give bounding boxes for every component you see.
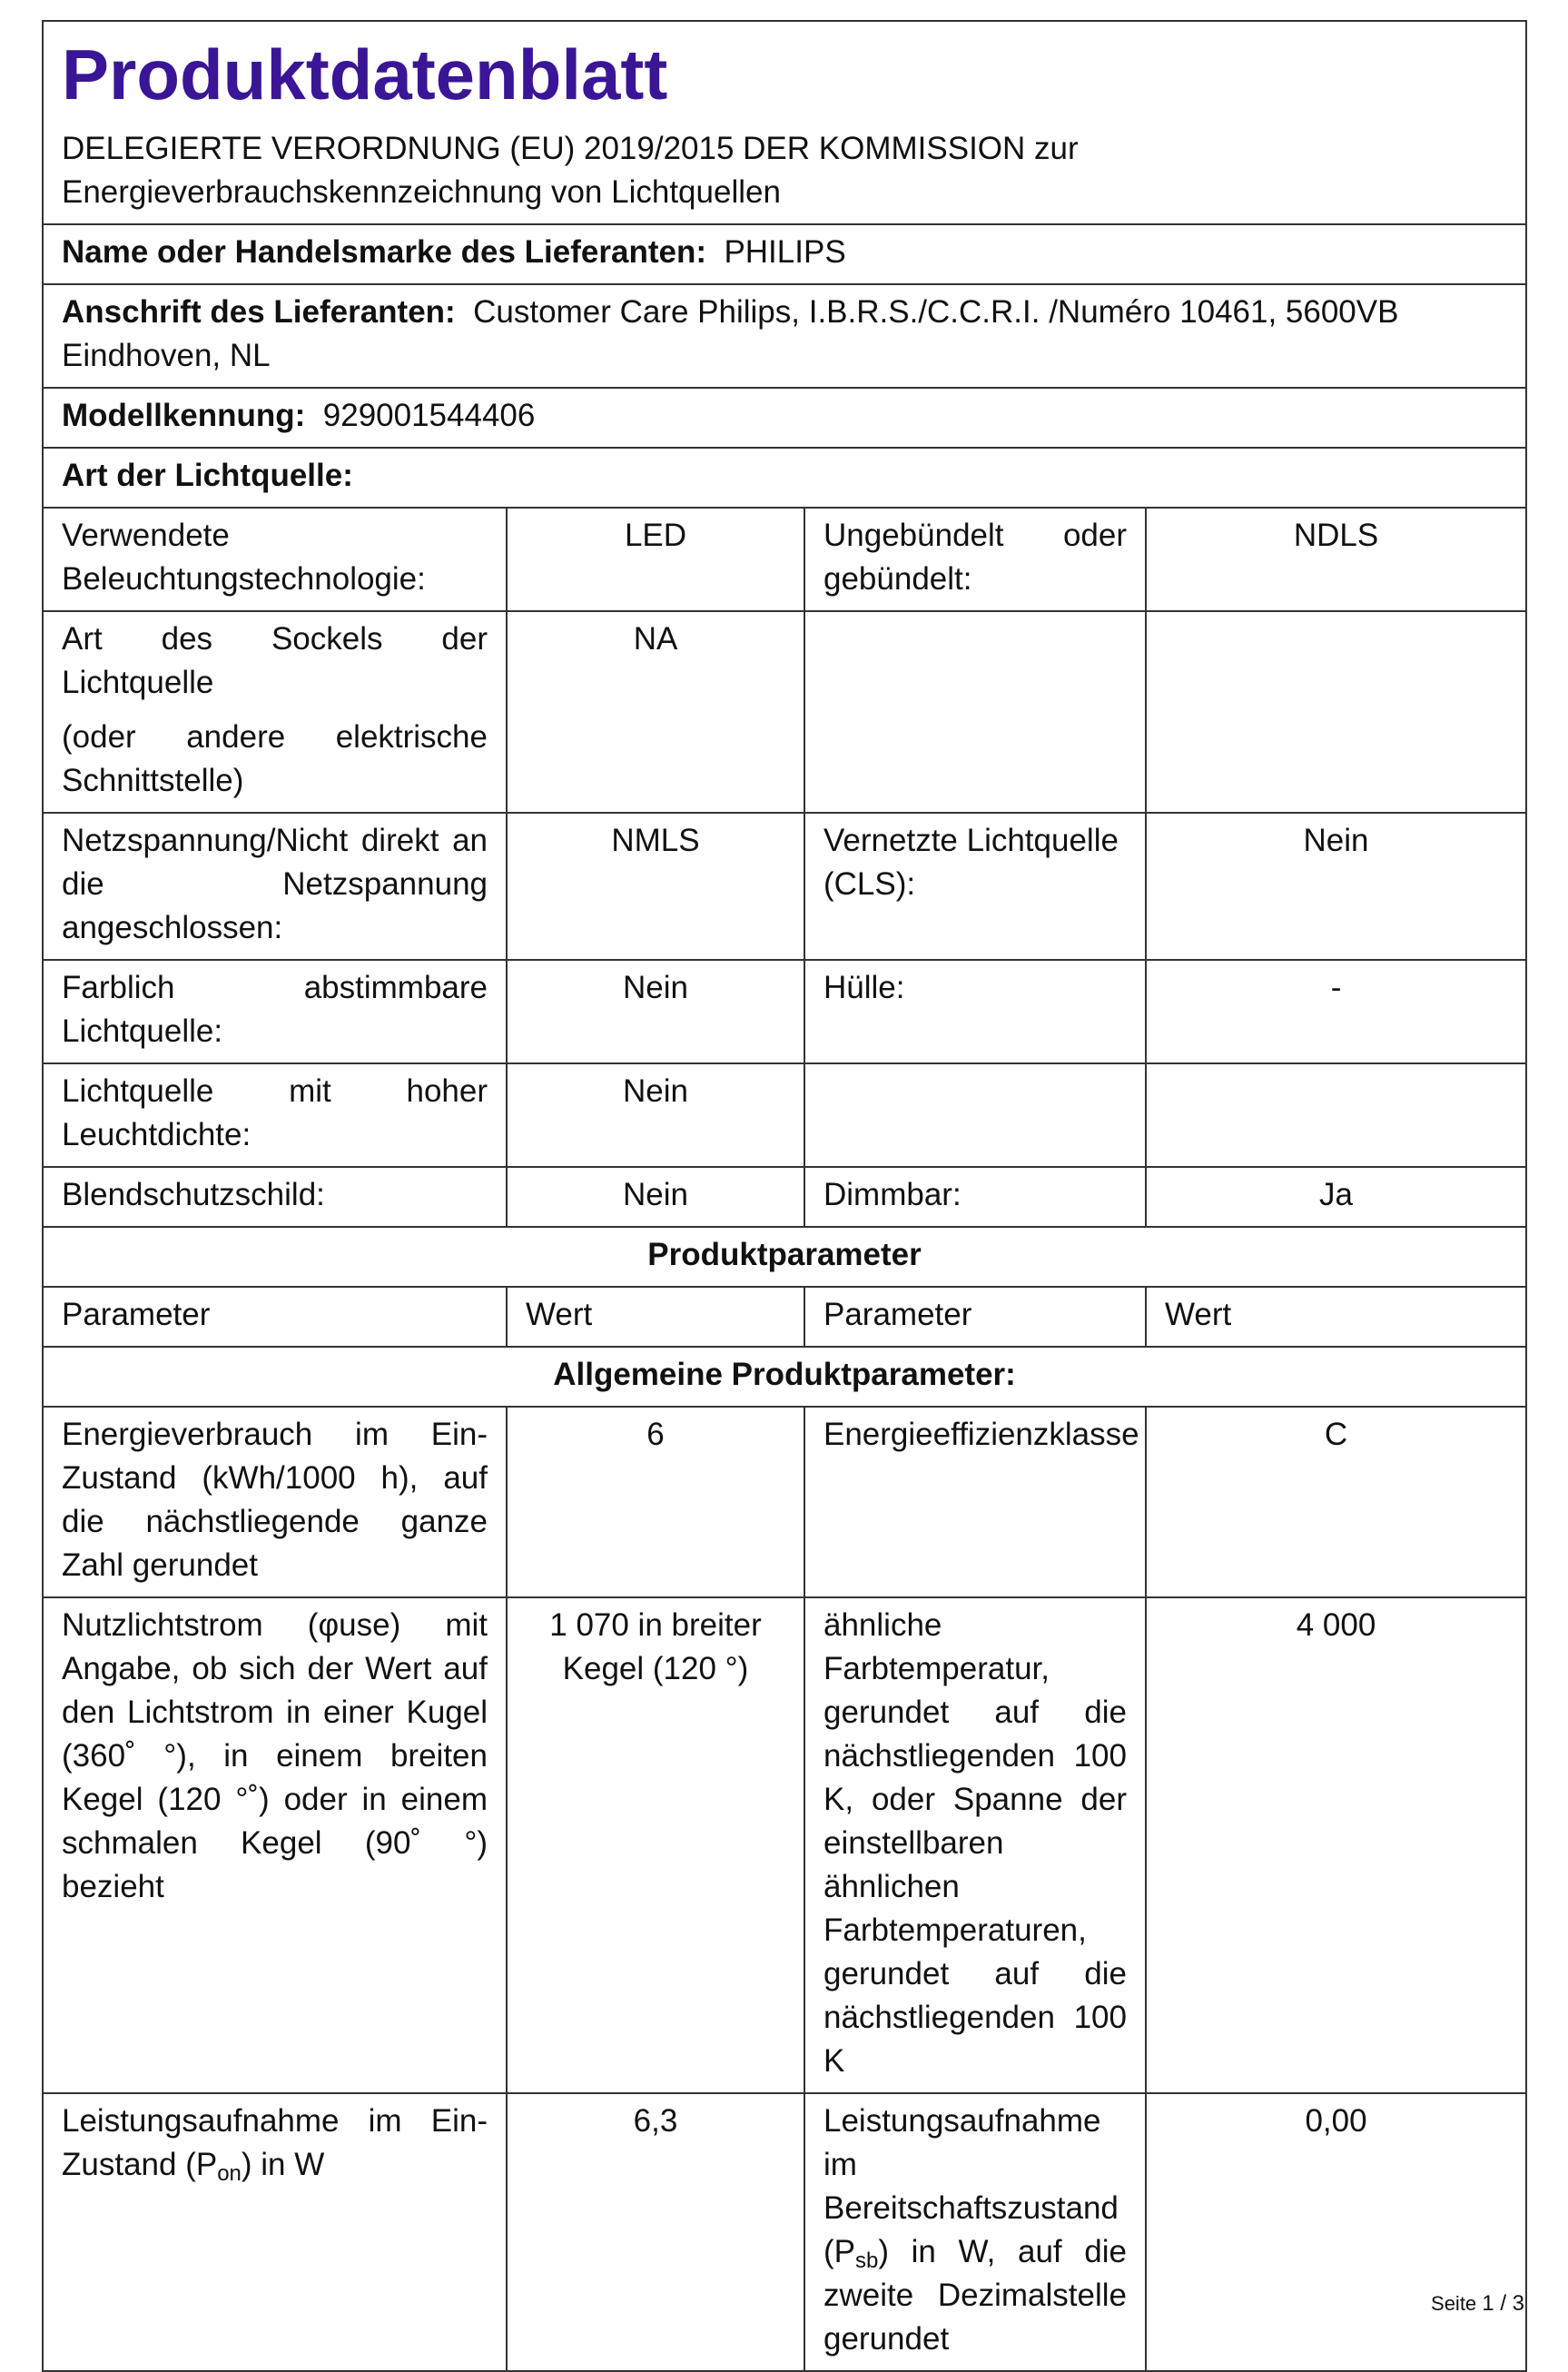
header-row (43, 21, 1526, 224)
regulation-subtitle: DELEGIERTE VERORDNUNG (EU) 2019/2015 DER KOMMISSION zur Energieverbrauchskennzeichnung von Lichtquellen (62, 131, 1079, 210)
table-row (43, 611, 1526, 813)
supplier-name-row (43, 224, 1526, 284)
column-header-value: Wert (507, 1287, 804, 1347)
empty-cell (1146, 611, 1526, 813)
light-source-type-label: Art der Lichtquelle: (62, 458, 353, 493)
section-row (43, 1347, 1526, 1407)
high-luminance-value: Nein (507, 1063, 804, 1167)
table-row (43, 813, 1526, 960)
on-mode-power-label-unit: ) in W (241, 2147, 325, 2182)
directional-label: Ungebündelt oder gebündelt: (804, 508, 1146, 611)
tech-label: Verwendete Beleuchtungstechnologie: (43, 508, 507, 611)
table-row (43, 1597, 1526, 2093)
on-mode-power-label (43, 2093, 507, 2371)
table-row (43, 1407, 1526, 1597)
envelope-label: Hülle: (804, 960, 1146, 1063)
general-params-title: Allgemeine Produktparameter: (43, 1347, 1526, 1407)
standby-power-value: 0,00 (1146, 2093, 1526, 2371)
table-row (43, 960, 1526, 1063)
model-row (43, 388, 1526, 448)
supplier-name-value: PHILIPS (724, 234, 846, 270)
supplier-name-label: Name oder Handelsmarke des Lieferanten: (62, 234, 706, 270)
header-cell (43, 21, 1526, 224)
energy-class-label: Energieeffizienzklasse (804, 1407, 1146, 1597)
column-header-value-2: Wert (1146, 1287, 1526, 1347)
standby-power-label (804, 2093, 1146, 2371)
on-mode-power-subscript: on (217, 2161, 242, 2186)
cap-label: Art des Sockels der Lichtquelle (62, 621, 488, 700)
envelope-value: - (1146, 960, 1526, 1063)
standby-power-label-text: Leistungsaufnahme im Bereitschaftszustand (P (823, 2103, 1119, 2269)
cap-label-cell (43, 611, 507, 813)
supplier-address-cell (43, 284, 1526, 388)
color-temperature-value: 4 000 (1146, 1597, 1526, 2093)
model-value: 929001544406 (322, 398, 536, 433)
datasheet-table (42, 20, 1527, 2372)
on-mode-power-label-text: Leistungsaufnahme im Ein-Zustand (P (62, 2103, 488, 2182)
dimmable-label: Dimmbar: (804, 1167, 1146, 1227)
section-row (43, 1227, 1526, 1287)
high-luminance-label: Lichtquelle mit hoher Leuchtdichte: (43, 1063, 507, 1167)
section-title: Produktparameter (43, 1227, 1526, 1287)
luminous-flux-value: 1 070 in breiter Kegel (120 °) (507, 1597, 804, 2093)
tech-value: LED (507, 508, 804, 611)
empty-cell (804, 611, 1146, 813)
page-footer (1431, 2291, 1524, 2317)
supplier-name-cell (43, 224, 1526, 284)
model-label: Modellkennung: (62, 398, 306, 433)
luminous-flux-label: Nutzlichtstrom (φuse) mit Angabe, ob sich der Wert auf den Lichtstrom in einer Kugel (360˚ °), in einem breiten Kegel (120 °˚) oder in einem schmalen Kegel (90˚ °) bezieht (43, 1597, 507, 2093)
mains-label: Netzspannung/Nicht direkt an die Netzspannung angeschlossen: (43, 813, 507, 960)
cap-value: NA (507, 611, 804, 813)
energy-consumption-value: 6 (507, 1407, 804, 1597)
energy-class-value: C (1146, 1407, 1526, 1597)
cls-value: Nein (1146, 813, 1526, 960)
standby-power-subscript: sb (855, 2248, 879, 2273)
table-row (43, 1167, 1526, 1227)
light-source-type-row (43, 448, 1526, 508)
table-row (43, 508, 1526, 611)
table-row (43, 2093, 1526, 2371)
on-mode-power-value: 6,3 (507, 2093, 804, 2371)
directional-value: NDLS (1146, 508, 1526, 611)
empty-cell (1146, 1063, 1526, 1167)
tunable-label: Farblich abstimmbare Lichtquelle: (43, 960, 507, 1063)
standby-power-label-unit: ) in W, auf die zweite Dezimalstelle gerundet (823, 2234, 1127, 2357)
cls-label: Vernetzte Lichtquelle (CLS): (804, 813, 1146, 960)
color-temperature-label: ähnliche Farbtemperatur, gerundet auf die nächstliegenden 100 K, oder Spanne der einstellbaren ähnlichen Farbtemperaturen, gerundet auf die nächstliegenden 100 K (804, 1597, 1146, 2093)
mains-value: NMLS (507, 813, 804, 960)
dimmable-value: Ja (1146, 1167, 1526, 1227)
column-header-row (43, 1287, 1526, 1347)
energy-consumption-label: Energieverbrauch im Ein-Zustand (kWh/1000 h), auf die nächstliegende ganze Zahl gerundet (43, 1407, 507, 1597)
cap-label-note: (oder andere elektrische Schnittstelle) (62, 719, 488, 798)
column-header-parameter-2: Parameter (804, 1287, 1146, 1347)
glare-label: Blendschutzschild: (43, 1167, 507, 1227)
supplier-address-row (43, 284, 1526, 388)
datasheet (42, 20, 1525, 2372)
page-number: 1 / 3 (1482, 2291, 1524, 2316)
glare-value: Nein (507, 1167, 804, 1227)
page-label: Seite (1431, 2292, 1477, 2315)
column-header-parameter: Parameter (43, 1287, 507, 1347)
page-title: Produktdatenblatt (62, 35, 668, 114)
supplier-address-label: Anschrift des Lieferanten: (62, 294, 456, 330)
tunable-value: Nein (507, 960, 804, 1063)
model-cell (43, 388, 1526, 448)
light-source-type-cell (43, 448, 1526, 508)
supplier-address-value: Customer Care Philips, I.B.R.S./C.C.R.I. /Numéro 10461, 5600VB Eindhoven, NL (62, 294, 1399, 373)
empty-cell (804, 1063, 1146, 1167)
table-row (43, 1063, 1526, 1167)
